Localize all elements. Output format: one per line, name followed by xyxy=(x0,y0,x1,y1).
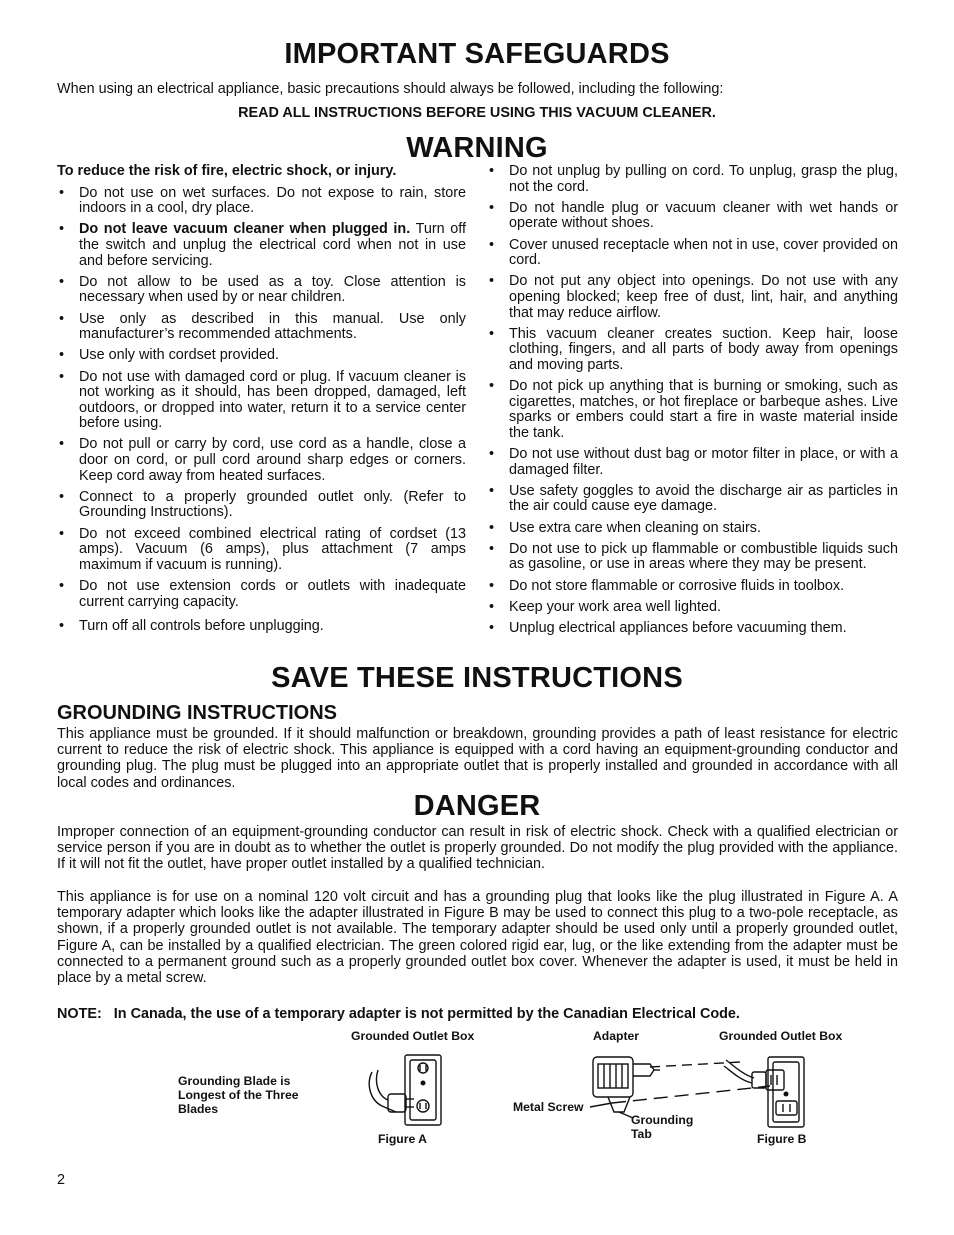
list-item: • Do not leave vacuum cleaner when plugged in. Turn off the switch and unplug the electrical cord when not in use and before servicing. xyxy=(57,222,466,269)
note-label: NOTE: xyxy=(57,1006,102,1022)
list-item: • Do not use extension cords or outlets with inadequate current carrying capacity. xyxy=(57,579,466,610)
grounded-outlet-box-label-b: Grounded Outlet Box xyxy=(719,1029,843,1043)
plug-b-icon xyxy=(724,1060,784,1090)
list-item: • Use only as described in this manual. Use only manufacturer’s recommended attachments. xyxy=(57,312,466,343)
list-item: • Use extra care when cleaning on stairs. xyxy=(487,521,898,537)
grounding-title: GROUNDING INSTRUCTIONS xyxy=(57,702,337,724)
note-text: In Canada, the use of a temporary adapter is not permitted by the Canadian Electrical Code. xyxy=(113,1006,740,1022)
list-item: • Do not allow to be used as a toy. Close attention is necessary when used by or near children. xyxy=(57,275,466,306)
page-title: IMPORTANT SAFEGUARDS xyxy=(284,38,670,70)
list-item: • This vacuum cleaner creates suction. Keep hair, loose clothing, fingers, and all parts of body away from openings and moving parts. xyxy=(487,327,898,374)
list-item: • Connect to a properly grounded outlet only. (Refer to Grounding Instructions). xyxy=(57,490,466,521)
figure-a-label: Figure A xyxy=(378,1132,427,1146)
grounding-text: This appliance must be grounded. If it should malfunction or breakdown, grounding provides a path of least resistance for electric current to reduce the risk of electric shock. This appliance is equipped with a cord having an equipment-grounding conductor and grounding plug. The plug must be plugged into an appropriate outlet that is properly installed and grounded in accordance with all local codes and ordinances. xyxy=(57,726,898,791)
read-all-notice: READ ALL INSTRUCTIONS BEFORE USING THIS VACUUM CLEANER. xyxy=(238,105,716,121)
list-item: • Do not put any object into openings. Do not use with any opening blocked; keep free of dust, lint, hair, and anything that may reduce airflow. xyxy=(487,274,898,321)
list-item: • Do not handle plug or vacuum cleaner with wet hands or operate without shoes. xyxy=(487,201,898,232)
list-item: • Do not use to pick up flammable or combustible liquids such as gasoline, or use in areas where they may be present. xyxy=(487,542,898,573)
list-item: • Do not use with damaged cord or plug. If vacuum cleaner is not working as it should, has been dropped, damaged, left outdoors, or dropped into water, return it to a service center before using. xyxy=(57,370,466,432)
list-item: • Do not unplug by pulling on cord. To unplug, grasp the plug, not the cord. xyxy=(487,164,898,195)
grounded-outlet-box-b-icon xyxy=(768,1057,804,1127)
list-item: • Do not use on wet surfaces. Do not expose to rain, store indoors in a cool, dry place. xyxy=(57,186,466,217)
grounding-blade-label: Grounding Blade is Longest of the Three Blades xyxy=(178,1074,299,1116)
adapter-label: Adapter xyxy=(593,1029,640,1043)
danger-text-1: Improper connection of an equipment-grounding conductor can result in risk of electric shock. Check with a qualified electrician or service person if you are in doubt as to whether the outlet is properly grounded. Do not modify the plug provided with the appliance. If it will not fit the outlet, have proper outlet installed by a qualified technician. xyxy=(57,824,898,873)
grounded-outlet-box-a-icon xyxy=(405,1055,441,1125)
danger-text-2: This appliance is for use on a nominal 120 volt circuit and has a grounding plug that looks like the plug illustrated in Figure A. A temporary adapter which looks like the adapter illustrated in Figure B may be used to connect this plug to a two-pole receptacle, as shown, if a properly grounded outlet is not available. The temporary adapter should be used only until a properly grounded outlet, Figure A, can be installed by a qualified electrician. The green colored rigid ear, lug, or the like extending from the adapter must be connected to a permanent ground such as a properly grounded outlet box cover. Whenever the adapter is used, it must be held in place by a metal screw. xyxy=(57,889,898,987)
grounding-plug-icon xyxy=(369,1070,414,1112)
page-number: 2 xyxy=(57,1172,66,1188)
adapter-icon xyxy=(593,1057,660,1118)
list-item: • Use safety goggles to avoid the discharge air as particles in the air could cause eye damage. xyxy=(487,484,898,515)
list-item: • Do not pick up anything that is burning or smoking, such as cigarettes, matches, or hot fireplace or barbeque ashes. Live sparks or embers could start a fire in waste material inside the tank. xyxy=(487,379,898,441)
grounding-tab-label: Grounding Tab xyxy=(631,1113,694,1141)
metal-screw-label: Metal Screw xyxy=(513,1100,584,1114)
figure-b-label: Figure B xyxy=(757,1132,807,1146)
list-item: • Use only with cordset provided. xyxy=(57,348,466,364)
danger-title: DANGER xyxy=(413,790,541,822)
list-item: • Do not pull or carry by cord, use cord as a handle, close a door on cord, or pull cord around sharp edges or corners. Keep cord away from heated surfaces. xyxy=(57,437,466,484)
list-item: • Keep your work area well lighted. xyxy=(487,600,898,616)
grounded-outlet-box-label-a: Grounded Outlet Box xyxy=(351,1029,475,1043)
list-item: • Cover unused receptacle when not in use, cover provided on cord. xyxy=(487,238,898,269)
warning-title: WARNING xyxy=(406,132,548,164)
warning-lead: To reduce the risk of fire, electric shock, or injury. xyxy=(57,163,397,179)
list-item: • Do not store flammable or corrosive fluids in toolbox. xyxy=(487,579,898,595)
intro-text: When using an electrical appliance, basic precautions should always be followed, including the following: xyxy=(57,81,724,97)
list-item: • Do not exceed combined electrical rating of cordset (13 amps). Vacuum (6 amps), plus attachment (7 amps maximum if vacuum is running). xyxy=(57,527,466,574)
list-item: • Unplug electrical appliances before vacuuming them. xyxy=(487,621,898,637)
save-instructions-title: SAVE THESE INSTRUCTIONS xyxy=(271,662,683,694)
list-item: • Turn off all controls before unplugging. xyxy=(57,619,466,635)
list-item: • Do not use without dust bag or motor filter in place, or with a damaged filter. xyxy=(487,447,898,478)
